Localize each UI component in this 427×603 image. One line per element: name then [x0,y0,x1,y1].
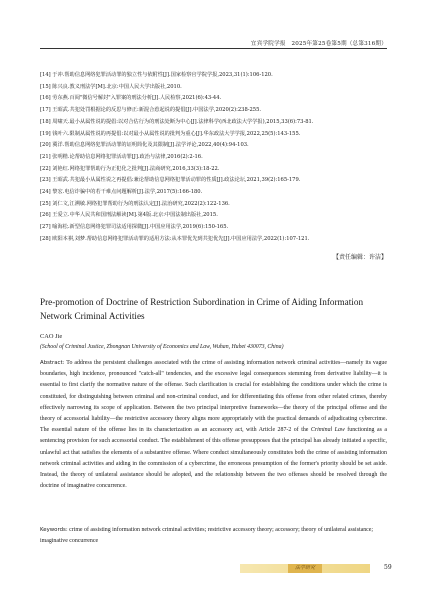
keywords [40,525,387,547]
reference-item: [21] 张明楷.论帮助信息网络犯罪活动罪[J].政治与法律,2016(2):2-16. [40,153,203,160]
reference-item: [26] 王爱立.中华人民共和国刑法解读[M].第4版.北京:中国法制出版社,2015. [40,212,218,219]
author-affiliation: (School of Criminal Justice, Zhongnan University of Economics and Law, Wuhan, Hubei 430073, China) [40,344,284,350]
keywords-label: Keywords: [40,527,68,533]
reference-item: [27] 喻海松.新型信息网络犯罪司法适用探微[J].中国应用法学,2019(6):150-165. [40,224,229,231]
keywords-text: crime of assisting information network criminal activities; restrictive accessory theory; accessory; theory of unilateral assistance; imaginative concurrence [40,527,374,545]
reference-item: [24] 黎宏.电信诈骗中的若干难点问题解析[J].法学,2017(5):166-180. [40,189,203,196]
page-number: 59 [384,564,392,571]
header-rule [40,48,387,49]
reference-item: [25] 刘仁文,江溯敏.网络犯罪帮助行为的刑法认定[J].法治研究,2022(2):122-136. [40,200,230,207]
article-title: Pre-promotion of Doctrine of Restriction Subordination in Crime of Aiding Information Network Criminal Activities [40,297,364,321]
reference-item: [15] 陈兴良.教义刑法学[M].北京:中国人民大学出版社,2010. [40,83,182,90]
reference-list [40,70,387,246]
reference-item: [28] 欧阳本祺,刘梦.帮助信息网络犯罪活动罪的适用方法:从本罪优先到共犯优先[J].中国应用法学,2022(1):107-121. [40,235,310,242]
abstract-label: Abstract: [40,360,65,366]
abstract [40,358,387,492]
reference-item: [18] 周啸天.最小从属性说的提倡:以对合估行为的刑法处断为中心[J].法律科学(西北政法大学学报),2015,33(6):73-81. [40,118,314,125]
reference-item: [23] 王昭武.共犯最小从属性说之再提倡:兼论帮助信息网络犯罪活动罪的性质[J].政法论坛,2021,39(2):165-179. [40,177,301,184]
reference-item: [20] 冀洋.帮助信息网络犯罪活动罪的证明简化及其限制[J].法学评论,2022,40(4):94-103. [40,142,249,149]
reference-item: [22] 刘艳红.网络犯罪帮助行为正犯化之批判[J].法商研究,2016,33(3):18-22. [40,165,220,172]
author-name: CAO Jie [40,333,63,340]
footer-section-label: 法学研究 [288,564,322,573]
abstract-italic-term: Criminal Law [310,427,345,434]
reference-item: [14] 于冲.帮助信息网络犯罪活动罪的独立性与依附性[J].国家检察官学院学报,2023,31(1):106-120. [40,72,273,78]
abstract-text: To address the persistent challenges associated with the crime of assisting information network criminal activities—namely its vague boundaries, high incidence, pronounced "catch-all" tendencies, and the excessive legal consequences stemming from derivative liability—it is essential to first clarify the normative nature of the offense. Such clarification is crucial for establishing the conditions under which the crime is constituted, for distinguishing between criminal and non-criminal conduct, and for differentiating this offense from other related crimes, thereby effectively narrowing its scope of application. Between the two principal interpretive frameworks—the theory of the principal offense and the theory of accessorial liability—the restrictive accessory theory aligns more appropriately with the practical demands of adjudicating cybercrime. The essential nature of the offense lies in its characterization as an accessory act, with Article 287-2 of the [40,360,387,434]
reference-item: [19] 钱叶六.限制从属性说的再提倡:以对最小从属性说的批判为重心[J].华东政法大学学报,2022,25(5):143-155. [40,130,301,137]
reference-item: [17] 王昭武.共犯处罚根据论的反思与修正:新混合惹起说的提倡[J].中国法学,2020(2):238-255. [40,107,262,114]
reference-item: [16] 劳东燕.百阅"微信号解封"入罪案的刑法分析[J].人民检察,2021(6):43-44. [40,95,222,102]
abstract-text-continued: functioning as a sentencing provision for such accessorial conduct. The establishment of this offense presupposes that the principal has already initiated a specific, unlawful act that satisfies the elements of a substantive offense. Where conduct simultaneously constitutes both the crime of assisting information network criminal activities and aiding in the commission of a cybercrime, the erroneous presumption of the former's priority should be set aside. Instead, the theory of unilateral assistance should be adopted, and the relationship between the two offenses should be resolved through the doctrine of imaginative concurrence. [40,427,387,490]
journal-header: 宜宾学院学报 2025年第25卷第5期（总第316期） [250,41,387,47]
responsible-editor: 【责任编辑：许洁】 [332,254,387,261]
